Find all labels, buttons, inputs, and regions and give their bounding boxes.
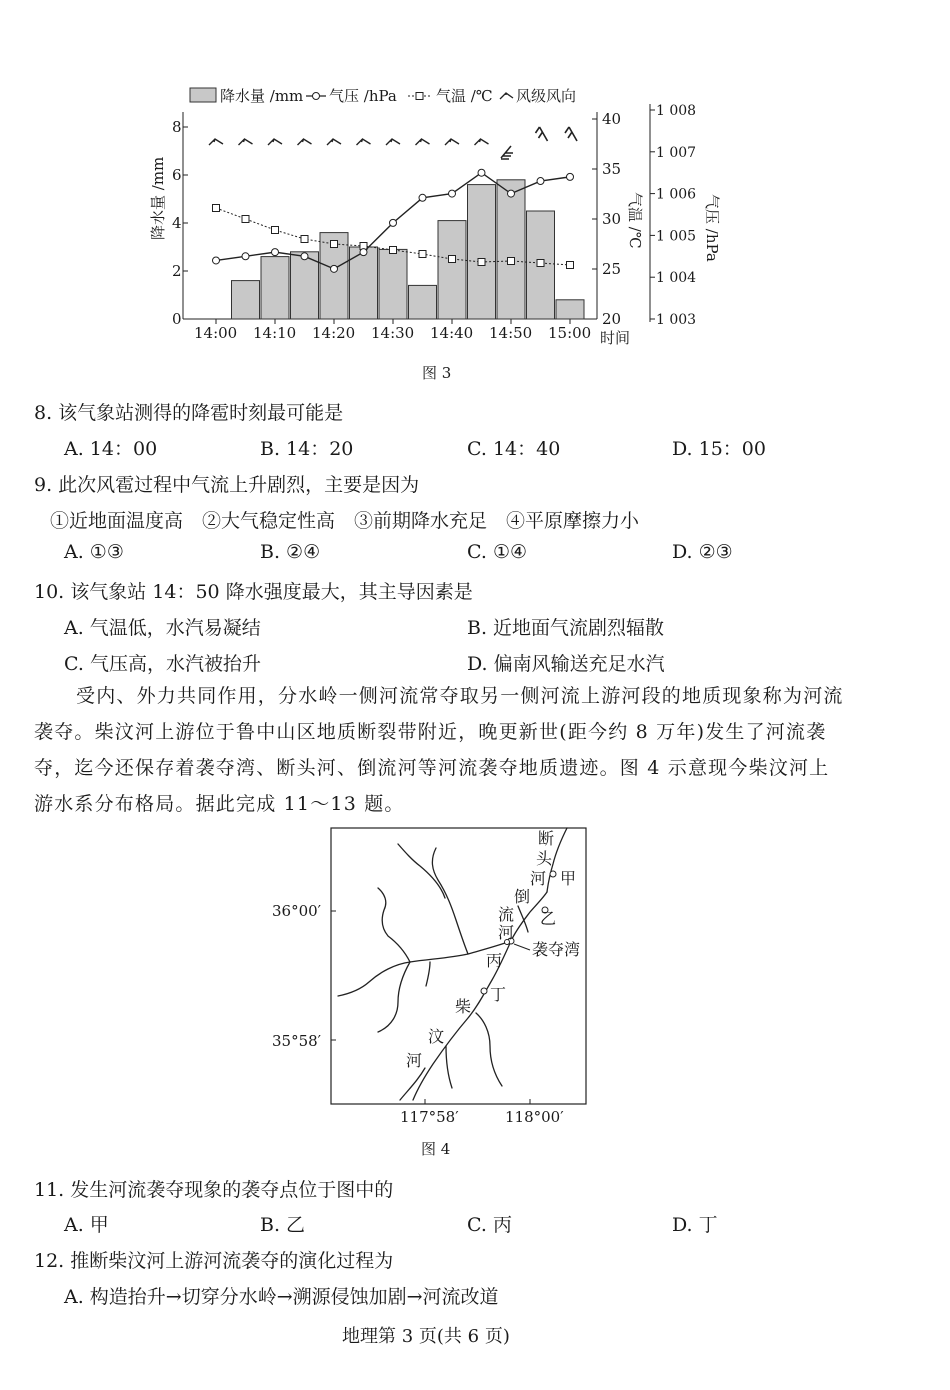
wind-barb xyxy=(501,146,513,159)
pressure-axis-tick-label: 1 006 xyxy=(656,186,697,203)
x-axis-tick-label: 14:30 xyxy=(371,324,415,342)
x-axis-tick-label: 14:00 xyxy=(194,324,238,342)
pressure-point xyxy=(478,169,485,176)
q8-stem: 8. 该气象站测得的降雹时刻最可能是 xyxy=(34,402,344,424)
label-wen: 汶 xyxy=(428,1027,445,1046)
left-axis-tick-label: 0 xyxy=(172,310,182,328)
label-chai: 柴 xyxy=(455,997,472,1016)
wind-barb xyxy=(239,139,253,145)
wind-icon xyxy=(239,139,253,145)
legend-precip-swatch xyxy=(190,88,216,102)
wind-barb xyxy=(327,139,341,145)
wind-icon xyxy=(416,139,430,145)
temperature-point xyxy=(537,260,544,267)
wind-barb xyxy=(536,127,548,141)
q10-option-d[interactable]: D. 偏南风输送充足水汽 xyxy=(467,653,665,675)
left-axis-tick-label: 6 xyxy=(172,166,182,184)
label-he1: 河 xyxy=(530,869,547,888)
pressure-point xyxy=(449,190,456,197)
x-axis-tick-label: 14:10 xyxy=(253,324,297,342)
temp-axis-tick-label: 25 xyxy=(602,260,622,278)
q8-option-d[interactable]: D. 15：00 xyxy=(672,438,766,460)
pressure-point xyxy=(390,219,397,226)
wind-icon xyxy=(445,139,459,145)
q9-option-d[interactable]: D. ②③ xyxy=(672,541,733,563)
axis-temp-title: 气温 /℃ xyxy=(626,192,644,249)
pressure-point xyxy=(567,173,574,180)
temperature-point xyxy=(272,227,279,234)
temp-axis-tick-label: 20 xyxy=(602,310,622,328)
label-xiduowan: 袭夺湾 xyxy=(532,940,581,959)
q11-option-b[interactable]: B. 乙 xyxy=(260,1214,306,1236)
q10-stem: 10. 该气象站 14：50 降水强度最大，其主导因素是 xyxy=(34,581,473,603)
q9-items: ①近地面温度高 ②大气稳定性高 ③前期降水充足 ④平原摩擦力小 xyxy=(50,510,640,532)
pressure-point xyxy=(537,178,544,185)
pressure-point xyxy=(360,249,367,256)
lon-left-label: 117°58′ xyxy=(400,1108,459,1126)
temperature-point xyxy=(301,236,308,243)
q10-option-c[interactable]: C. 气压高，水汽被抬升 xyxy=(64,653,261,675)
axis-pressure-title: 气压 /hPa xyxy=(703,194,721,262)
legend-wind-icon xyxy=(500,93,513,99)
wind-barb xyxy=(445,139,459,145)
precip-bar xyxy=(291,252,319,319)
map-frame xyxy=(331,828,586,1104)
q9-option-b[interactable]: B. ②④ xyxy=(260,541,321,563)
wind-icon xyxy=(536,127,548,141)
q9-stem: 9. 此次风雹过程中气流上升剧烈，主要是因为 xyxy=(34,474,420,496)
q11-option-d[interactable]: D. 丁 xyxy=(672,1214,718,1236)
precip-bar xyxy=(556,300,584,319)
wind-icon xyxy=(357,139,371,145)
page-footer: 地理第 3 页(共 6 页) xyxy=(342,1326,510,1347)
wind-icon xyxy=(298,139,312,145)
q8-option-b[interactable]: B. 14：20 xyxy=(260,438,354,460)
pressure-point xyxy=(419,194,426,201)
wind-icon xyxy=(475,139,489,145)
lon-right-label: 118°00′ xyxy=(505,1108,564,1126)
q9-option-a[interactable]: A. ①③ xyxy=(64,541,124,563)
axis-left-title: 降水量 /mm xyxy=(149,156,167,240)
pressure-axis-tick-label: 1 004 xyxy=(656,270,697,287)
pressure-axis-tick-label: 1 007 xyxy=(656,144,697,161)
pressure-axis-tick-label: 1 005 xyxy=(656,228,697,245)
q8-option-c[interactable]: C. 14：40 xyxy=(467,438,561,460)
pressure-axis-tick-label: 1 003 xyxy=(656,312,697,328)
temperature-point xyxy=(213,205,220,212)
wind-icon xyxy=(565,127,577,141)
precip-bar xyxy=(261,257,289,319)
wind-icon xyxy=(209,139,223,145)
q11-option-c[interactable]: C. 丙 xyxy=(467,1214,512,1236)
label-yi: 乙 xyxy=(540,909,557,928)
temperature-point xyxy=(331,241,338,248)
label-ding: 丁 xyxy=(490,985,507,1004)
q11-stem: 11. 发生河流袭夺现象的袭夺点位于图中的 xyxy=(34,1179,394,1201)
figure3-chart xyxy=(0,0,950,380)
legend-pressure-label: 气压 /hPa xyxy=(329,87,397,105)
legend-wind-label: 风级风向 xyxy=(516,87,577,105)
temperature-point xyxy=(242,216,249,223)
wind-barb xyxy=(416,139,430,145)
label-he2: 河 xyxy=(498,923,515,942)
precip-bar xyxy=(497,180,525,319)
q12-option-a[interactable]: A. 构造抬升→切穿分水岭→溯源侵蚀加剧→河流改道 xyxy=(64,1286,499,1308)
pressure-point xyxy=(213,257,220,264)
q9-option-c[interactable]: C. ①④ xyxy=(467,541,528,563)
lat-top-label: 36°00′ xyxy=(272,902,322,920)
wind-icon xyxy=(268,139,282,145)
label-he3: 河 xyxy=(406,1051,423,1070)
legend-pressure-marker xyxy=(313,93,320,100)
temp-axis-tick-label: 30 xyxy=(602,210,622,228)
temp-axis-tick-label: 35 xyxy=(602,160,622,178)
lat-bottom-label: 35°58′ xyxy=(272,1032,322,1050)
wind-barb xyxy=(386,139,400,145)
x-axis-tick-label: 14:40 xyxy=(430,324,474,342)
label-bing: 丙 xyxy=(486,951,503,970)
pressure-point xyxy=(242,253,249,260)
temperature-point xyxy=(390,247,397,254)
wind-barb xyxy=(357,139,371,145)
wind-barb xyxy=(268,139,282,145)
label-liu: 流 xyxy=(498,905,515,924)
temperature-point xyxy=(508,258,515,265)
left-axis-tick-label: 4 xyxy=(172,214,182,232)
legend-precip-label: 降水量 /mm xyxy=(220,87,304,105)
x-axis-tick-label: 14:20 xyxy=(312,324,356,342)
figure4-map xyxy=(0,820,950,1160)
left-axis-tick-label: 8 xyxy=(172,118,182,136)
precip-bar xyxy=(438,221,466,319)
pressure-point xyxy=(301,253,308,260)
pressure-axis-tick-label: 1 008 xyxy=(656,103,697,119)
q10-option-b[interactable]: B. 近地面气流剧烈辐散 xyxy=(467,617,665,639)
label-duan: 断 xyxy=(538,829,555,848)
wind-barb xyxy=(298,139,312,145)
temperature-point xyxy=(419,251,426,258)
label-jia: 甲 xyxy=(560,869,577,888)
axis-x-title: 时间 xyxy=(600,329,631,347)
precip-bar xyxy=(232,281,260,319)
x-axis-tick-label: 15:00 xyxy=(548,324,592,342)
wind-icon xyxy=(327,139,341,145)
pressure-point xyxy=(272,249,279,256)
left-axis-tick-label: 2 xyxy=(172,262,182,280)
point-ding xyxy=(481,988,487,994)
x-axis-tick-label: 14:50 xyxy=(489,324,533,342)
q12-stem: 12. 推断柴汶河上游河流袭夺的演化过程为 xyxy=(34,1250,394,1272)
temp-axis-tick-label: 40 xyxy=(602,110,622,128)
point-jia xyxy=(550,871,556,877)
label-tou: 头 xyxy=(536,849,553,868)
temperature-point xyxy=(567,262,574,269)
pressure-point xyxy=(331,265,338,272)
wind-barb xyxy=(565,127,577,141)
passage-text: 受内、外力共同作用，分水岭一侧河流常夺取另一侧河流上游河段的地质现象称为河流袭夺。柴汶河上游位于鲁中山区地质断裂带附近，晚更新世(距今约 8 万年)发生了河流袭夺，迄今还保存着袭夺湾、断头河、倒流河等河流袭夺地质遗迹。图 4 示意现今柴汶河上游水系分布格局。据此完成 11～13 题。 xyxy=(34,685,844,815)
figure4-caption: 图 4 xyxy=(421,1140,451,1158)
q11-option-a[interactable]: A. 甲 xyxy=(64,1214,109,1236)
wind-icon xyxy=(386,139,400,145)
wind-barb xyxy=(475,139,489,145)
wind-barb xyxy=(209,139,223,145)
q10-option-a[interactable]: A. 气温低，水汽易凝结 xyxy=(64,617,261,639)
precip-bar xyxy=(409,285,437,319)
wind-icon xyxy=(501,146,513,159)
precip-bar xyxy=(468,185,496,319)
legend-temp-marker xyxy=(416,93,423,100)
q8-option-a[interactable]: A. 14：00 xyxy=(64,438,158,460)
label-dao: 倒 xyxy=(514,887,531,906)
pressure-point xyxy=(508,190,515,197)
precip-bar xyxy=(379,249,407,319)
legend-temp-label: 气温 /℃ xyxy=(436,87,493,105)
temperature-point xyxy=(449,256,456,263)
figure3-caption: 图 3 xyxy=(422,364,452,380)
temperature-point xyxy=(478,259,485,266)
